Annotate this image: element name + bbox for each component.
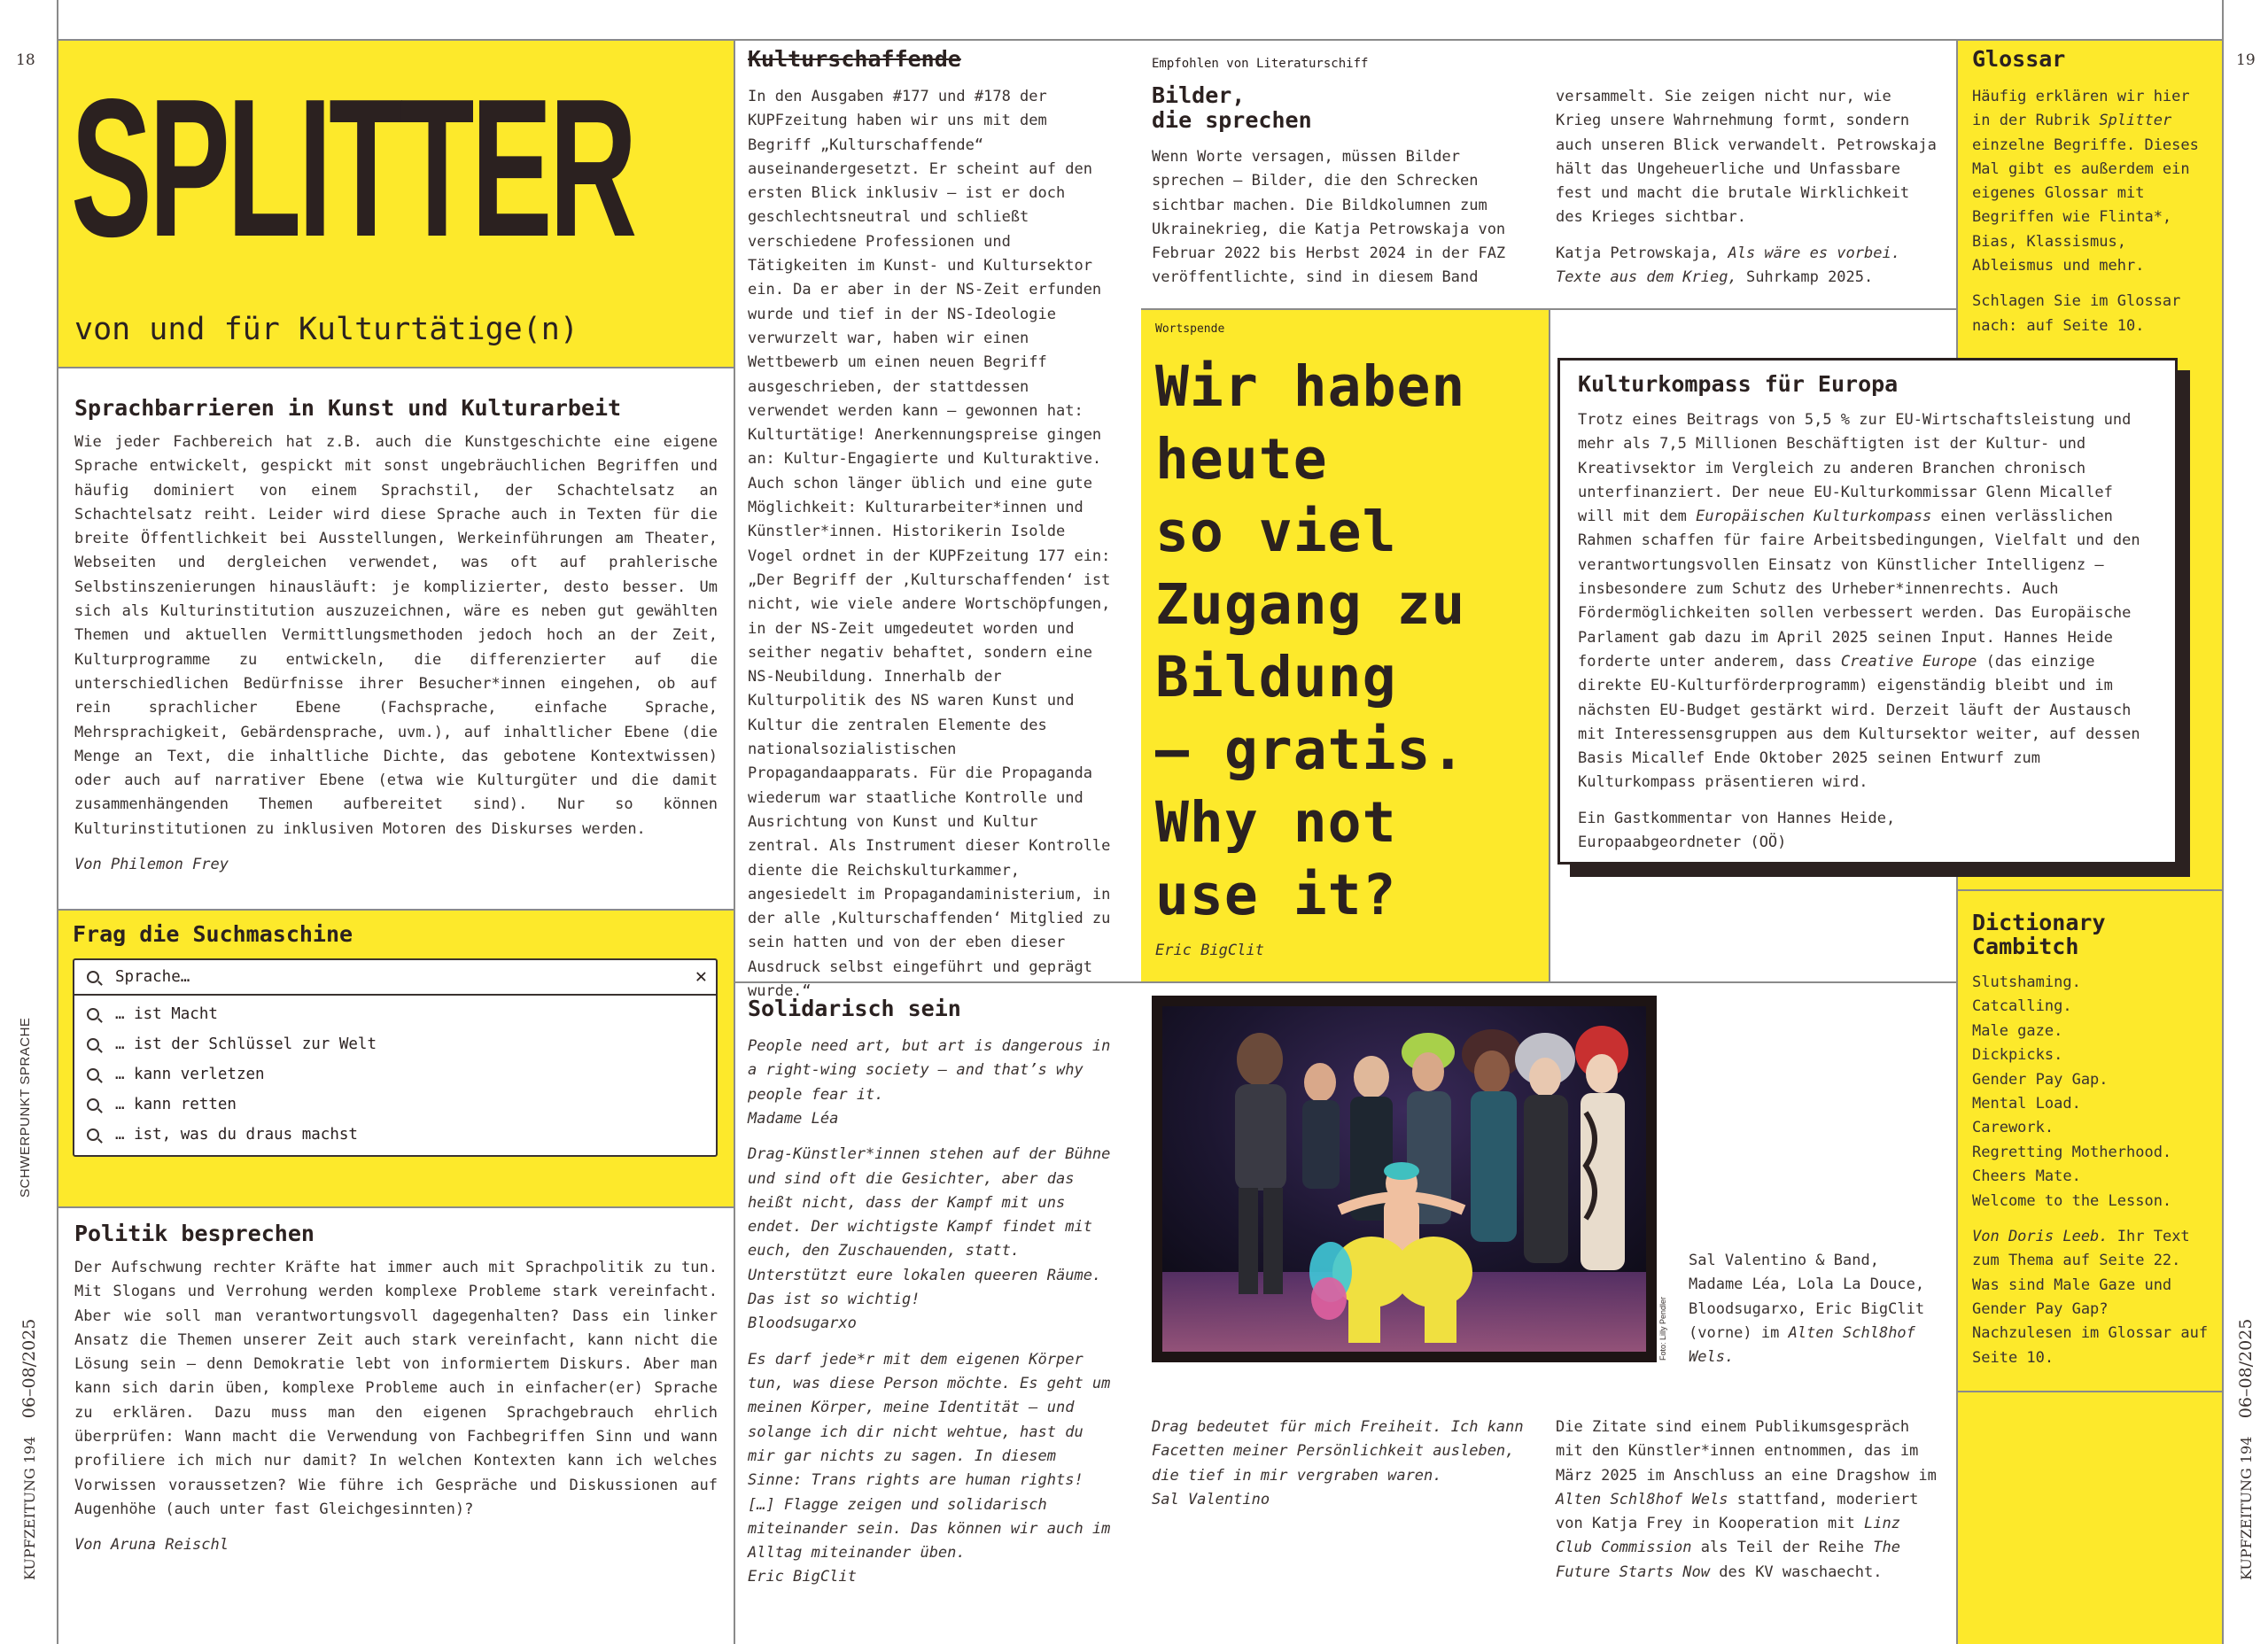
kulturkompass-title: Kulturkompass für Europa	[1578, 371, 1899, 397]
masthead-title: SPLITTER	[71, 58, 634, 278]
solidarisch-quote-4-block	[1152, 1415, 1524, 1512]
wortspende-section	[1155, 321, 1536, 963]
photo-credit: Foto: Lilly Pendler	[1658, 1296, 1667, 1361]
solidarisch-article	[748, 996, 1113, 1590]
kulturschaffende-body: In den Ausgaben #177 und #178 der KUPFzeitung haben wir uns mit dem Begriff „Kulturschaffende“ auseinandergesetzt. Er scheint auf den ersten Blick inklusiv – ist er doch geschlechtsneutral und schließt verschiedene Professionen und Tätigkeiten im Kunst- und Kultursektor ein. Da er aber in der NS-Zeit erfunden wurde und tief in der NS-Ideologie verwurzelt war, haben wir einen Wettbewerb um einen neuen Begriff ausgeschrieben, der stattdessen verwendet werden kann – gewonnen hat: Kulturtätige! Anerkennungspreise gingen an: Kultur-Engagierte und Kulturaktive. Auch schon länger üblich und eine gute Möglichkeit: Kulturarbeiter*innen und Künstler*innen. Historikerin Isolde Vogel ordnet in der KUPFzeitung 177 ein: „Der Begriff der ‚Kulturschaffenden‘ ist nicht, wie viele andere Wortschöpfungen, in der NS-Zeit umgedeutet worden und seither negativ behaftet, sondern eine NS-Neubildung. Innerhalb der Kulturpolitik des NS waren Kunst und Kultur die zentralen Elemente des nationalsozialistischen Propagandaapparats. Für die Propaganda wiederum war staatliche Kontrolle und Ausrichtung von Kunst und Kultur zentral. Als Instrument dieser Kontrolle diente die Reichskulturkammer, angesiedelt im Propagandaministerium, in der alle ‚Kulturschaffenden‘ Mitglied zu sein hatten und von der eben dieser Ausdruck selbst eingeführt und geprägt wurde.“	[748, 88, 1111, 1000]
search-icon	[87, 1098, 99, 1111]
bilder-reference: Katja Petrowskaja, Als wäre es vorbei. Texte aus dem Krieg, Suhrkamp 2025.	[1556, 244, 1900, 287]
kulturkompass-box	[1557, 358, 2178, 865]
search-suggestion[interactable]: … ist der Schlüssel zur Welt	[83, 1029, 707, 1059]
kulturkompass-author: Ein Gastkommentar von Hannes Heide, Europaabgeordneter (OÖ)	[1578, 809, 1896, 852]
politik-body: Der Aufschwung rechter Kräfte hat immer auch mit Sprachpolitik zu tun. Mit Slogans und Verrohung werden komplexe Probleme stark vereinfacht. Aber wie soll man verantwortungsvoll dagegenhalten? Dass ein linker Ansatz die Themen unserer Zeit auch stark vereinfacht, kann nicht die Lösung sein – denn Demokratie lebt von informiertem Diskurs. Aber man kann sich darin üben, komplexe Probleme auch in einfacher(er) Sprache zu erklären. Dazu muss man den eigenen Sprachgebrauch ehrlich überprüfen: Wann macht die Verwendung von Fachbegriffen Sinn und wann profiliere ich mich nur damit? In welchen Kontexten kann ich welches Vorwissen voraussetzen? Wie führe ich Gespräche und Diskussionen auf Augenhöhe (auch unter fast Gleichgesinnten)?	[74, 1259, 718, 1518]
suchmaschine-title: Frag die Suchmaschine	[73, 921, 353, 947]
dictionary-list	[1972, 971, 2211, 1214]
search-box	[73, 958, 718, 1157]
suchmaschine-section	[73, 921, 718, 1157]
bilder-title-1: Bilder,	[1152, 82, 1246, 108]
list-item: Gender Pay Gap.	[1972, 1070, 2109, 1089]
section-label: SCHWERPUNKT SPRACHE	[18, 1017, 33, 1198]
kulturkompass-body: Trotz eines Beitrags von 5,5 % zur EU-Wirtschaftsleistung und mehr als 7,5 Millionen Beschäftigten ist der Kultur- und Kreativsektor im Vergleich zu anderen Branchen chronisch unterfinanziert. Der neue EU-Kulturkommissar Glenn Micallef will mit dem Europäischen Kulturkompass einen verlässlichen Rahmen schaffen für faire Arbeitsbedingungen, Vielfalt und den verantwortungsvollen Einsatz von Künstlicher Intelligenz – insbesondere zum Schutz des Urheber*innenrechts. Auch Fördermöglichkeiten sollen verbessert werden. Das Europäische Parlament gab dazu im April 2025 seinen Input. Hannes Heide forderte unter anderem, dass Creative Europe (das einzige direkte EU-Kulturförderprogramm) eigenständig bleibt und im nächsten EU-Budget gestärkt wird. Derzeit läuft der Austausch mit Interessensgruppen aus dem Kultursektor weiter, auf dessen Basis Micallef Ende Oktober 2025 seinen Entwurf zum Kulturkompass präsentieren wird.	[1578, 411, 2140, 792]
search-suggestion[interactable]: … ist, was du draus machst	[83, 1120, 707, 1150]
bilder-article	[1152, 55, 1542, 291]
close-icon[interactable]: ✕	[695, 965, 707, 988]
kulturschaffende-title: Kulturschaffende	[748, 46, 961, 72]
politik-title: Politik besprechen	[74, 1221, 315, 1246]
solidarisch-quote-2: Drag-Künstler*innen stehen auf der Bühne und sind oft die Gesichter, aber das heißt nicht, dass der Kampf mit uns endet. Der wichtigste Kampf findet mit euch, den Zuschauenden, statt. Unterstützt eure lokalen queeren Räume. Das ist so wichtig!	[748, 1145, 1111, 1309]
search-suggestion[interactable]: … kann verletzen	[83, 1059, 707, 1090]
solidarisch-note: Die Zitate sind einem Publikumsgespräch mit den Künstler*innen entnommen, das im März 2025 im Anschluss an eine Dragshow im Alten Schl8hof Wels stattfand, moderiert von Katja Frey in Kooperation mit Linz Club Commission als Teil der Reihe The Future Starts Now des KV waschaecht.	[1556, 1418, 1937, 1581]
solidarisch-quote-4-author: Sal Valentino	[1152, 1490, 1270, 1508]
issue-label-left	[19, 1319, 39, 1580]
search-icon	[87, 971, 99, 983]
solidarisch-title: Solidarisch sein	[748, 996, 961, 1021]
list-item: Male gaze.	[1972, 1021, 2063, 1040]
issue-date: 06–08/2025	[2236, 1318, 2256, 1419]
issue-name: KUPFZEITUNG 194	[21, 1436, 38, 1580]
dictionary-note: Von Doris Leeb. Ihr Text zum Thema auf Seite 22. Was sind Male Gaze und Gender Pay Gap? Nachzulesen im Glossar auf Seite 10.	[1972, 1228, 2209, 1367]
sprachbarrieren-author: Von Philemon Frey	[74, 856, 229, 874]
solidarisch-quote-3-author: Eric BigClit	[748, 1568, 857, 1586]
sprachbarrieren-article	[74, 395, 718, 877]
wortspende-author: Eric BigClit	[1155, 942, 1264, 959]
search-icon	[87, 1128, 99, 1141]
politik-article	[74, 1221, 718, 1558]
dictionary-section	[1972, 911, 2211, 1370]
glossar-title: Glossar	[1972, 46, 2066, 72]
search-icon	[87, 1068, 99, 1081]
search-input[interactable]: Sprache…	[115, 968, 190, 986]
issue-name: KUPFZEITUNG 194	[2238, 1436, 2255, 1580]
wortspende-quote: Wir haben heute so viel Zugang zu Bildung – gratis. Why not use it?	[1155, 354, 1466, 927]
glossar-body: Häufig erklären wir hier in der Rubrik Splitter einzelne Begriffe. Dieses Mal gibt es außerdem ein eigenes Glossar mit Begriffen wie Flinta*, Bias, Klassismus, Ableismus und mehr.	[1972, 88, 2199, 275]
bilder-kicker: Empfohlen von Literaturschiff	[1152, 57, 1369, 71]
wortspende-kicker: Wortspende	[1155, 322, 1225, 336]
performer	[1575, 1026, 1628, 1270]
solidarisch-quote-4: Drag bedeutet für mich Freiheit. Ich kann Facetten meiner Persönlichkeit ausleben, die tief in mir vergraben waren.	[1152, 1418, 1524, 1485]
search-suggestion[interactable]: … ist Macht	[83, 999, 707, 1029]
performer	[1515, 1033, 1575, 1263]
issue-date: 06–08/2025	[19, 1318, 39, 1419]
drag-show-photo	[1152, 996, 1657, 1362]
page-number-right: 19	[2236, 51, 2256, 69]
list-item: Slutshaming.	[1972, 973, 2081, 991]
page-number-left: 18	[16, 51, 35, 69]
list-item: Mental Load.	[1972, 1095, 2081, 1113]
search-icon	[87, 1038, 99, 1051]
bilder-body-1: Wenn Worte versagen, müssen Bilder sprechen – Bilder, die den Schrecken sichtbar machen. Die Bildkolumnen zum Ukrainekrieg, die Katja Petrowskaja von Februar 2022 bis Herbst 2024 in der FAZ veröffentlichte, sind in diesem Band	[1152, 148, 1506, 287]
masthead-subtitle: von und für Kulturtätige(n)	[74, 312, 579, 347]
kulturschaffende-article	[748, 46, 1113, 1004]
bilder-title-2: die sprechen	[1152, 107, 1312, 133]
glossar-section	[1972, 46, 2211, 338]
solidarisch-quote-3: Es darf jede*r mit dem eigenen Körper tun, was diese Person möchte. Es geht um meinen Körper, meine Identität – und solange ich dir nicht wehtue, hast du mir gar nichts zu sagen. In diesem Sinne: Trans rights are human rights! […] Flagge zeigen und solidarisch miteinander sein. Das können wir auch im Alltag miteinander üben.	[748, 1350, 1111, 1563]
photo-caption: Sal Valentino & Band, Madame Léa, Lola La Douce, Bloodsugarxo, Eric BigClit (vorne) im Alten Schl8hof Wels.	[1689, 1252, 1925, 1367]
list-item: Welcome to the Lesson.	[1972, 1191, 2172, 1210]
list-item: Dickpicks.	[1972, 1046, 2063, 1065]
search-suggestion[interactable]: … kann retten	[83, 1090, 707, 1120]
search-input-row[interactable]	[74, 960, 716, 996]
performer	[1302, 1063, 1340, 1189]
performer	[1462, 1029, 1522, 1242]
solidarisch-quote-1-author: Madame Léa	[748, 1109, 839, 1128]
bilder-body-2: versammelt. Sie zeigen nicht nur, wie Krieg unsere Wahrnehmung formt, sondern auch unseren Blick verwandelt. Petrowskaja hält das Ungeheuerliche und Unfassbare fest und macht die brutale Wirklichkeit des Krieges sichtbar.	[1556, 88, 1937, 227]
politik-author: Von Aruna Reischl	[74, 1536, 229, 1555]
list-item: Regretting Motherhood.	[1972, 1143, 2172, 1161]
list-item: Carework.	[1972, 1119, 2054, 1137]
list-item: Catcalling.	[1972, 997, 2072, 1016]
search-icon	[87, 1008, 99, 1020]
dictionary-title: Dictionary Cambitch	[1972, 910, 2106, 959]
solidarisch-quote-1: People need art, but art is dangerous in a right-wing society – and that’s why people fear it.	[748, 1037, 1111, 1104]
sprachbarrieren-title: Sprachbarrieren in Kunst und Kulturarbeit	[74, 395, 622, 421]
issue-label-right	[2236, 1319, 2256, 1580]
stage-photo-illustration	[1162, 1006, 1646, 1352]
bilder-article-col2	[1556, 85, 1937, 290]
sprachbarrieren-body: Wie jeder Fachbereich hat z.B. auch die Kunstgeschichte eine eigene Sprache entwickelt, gespickt mit sonst ungebräuchlichen Begriffen und häufig dominiert von einem Sprachstil, der Schachtelsatz an Schachtelsatz reiht. Leider wird diese Sprache auch in Texten für die breite Öffentlichkeit bei Ausstellungen, Werkeinführungen am Theater, Webseiten und dergleichen verwendet, was oft auf prahlerische Selbstinszenierungen hinausläuft: je komplizierter, desto besser. Um sich als Kulturinstitution auszuzeichnen, wäre es neben gut gewählten Themen und aktuellen Vermittlungsmethoden jedoch hoch an der Zeit, Kulturprogramme zu entwickeln, die differenzierter auf die unterschiedlichen Bedürfnisse ihrer Besucher*innen eingehen, ob auf rein sprachlicher Ebene (Fachsprache, einfache Sprache, Mehrsprachigkeit, Gebärdensprache, uvm.), auf inhaltlicher Ebene (die Menge an Text, die inhaltliche Dichte, das gebotene Kontextwissen) oder auch auf narrativer Ebene (etwa wie Kulturgüter und die damit zusammenhängenden Themen aufbereitet sind). Nur so können Kulturinstitutionen zu inklusiven Motoren des Diskurses werden.	[74, 433, 718, 838]
solidarisch-quote-2-author: Bloodsugarxo	[748, 1314, 857, 1333]
list-item: Cheers Mate.	[1972, 1167, 2081, 1186]
glossar-reference: Schlagen Sie im Glossar nach: auf Seite 10.	[1972, 292, 2181, 335]
